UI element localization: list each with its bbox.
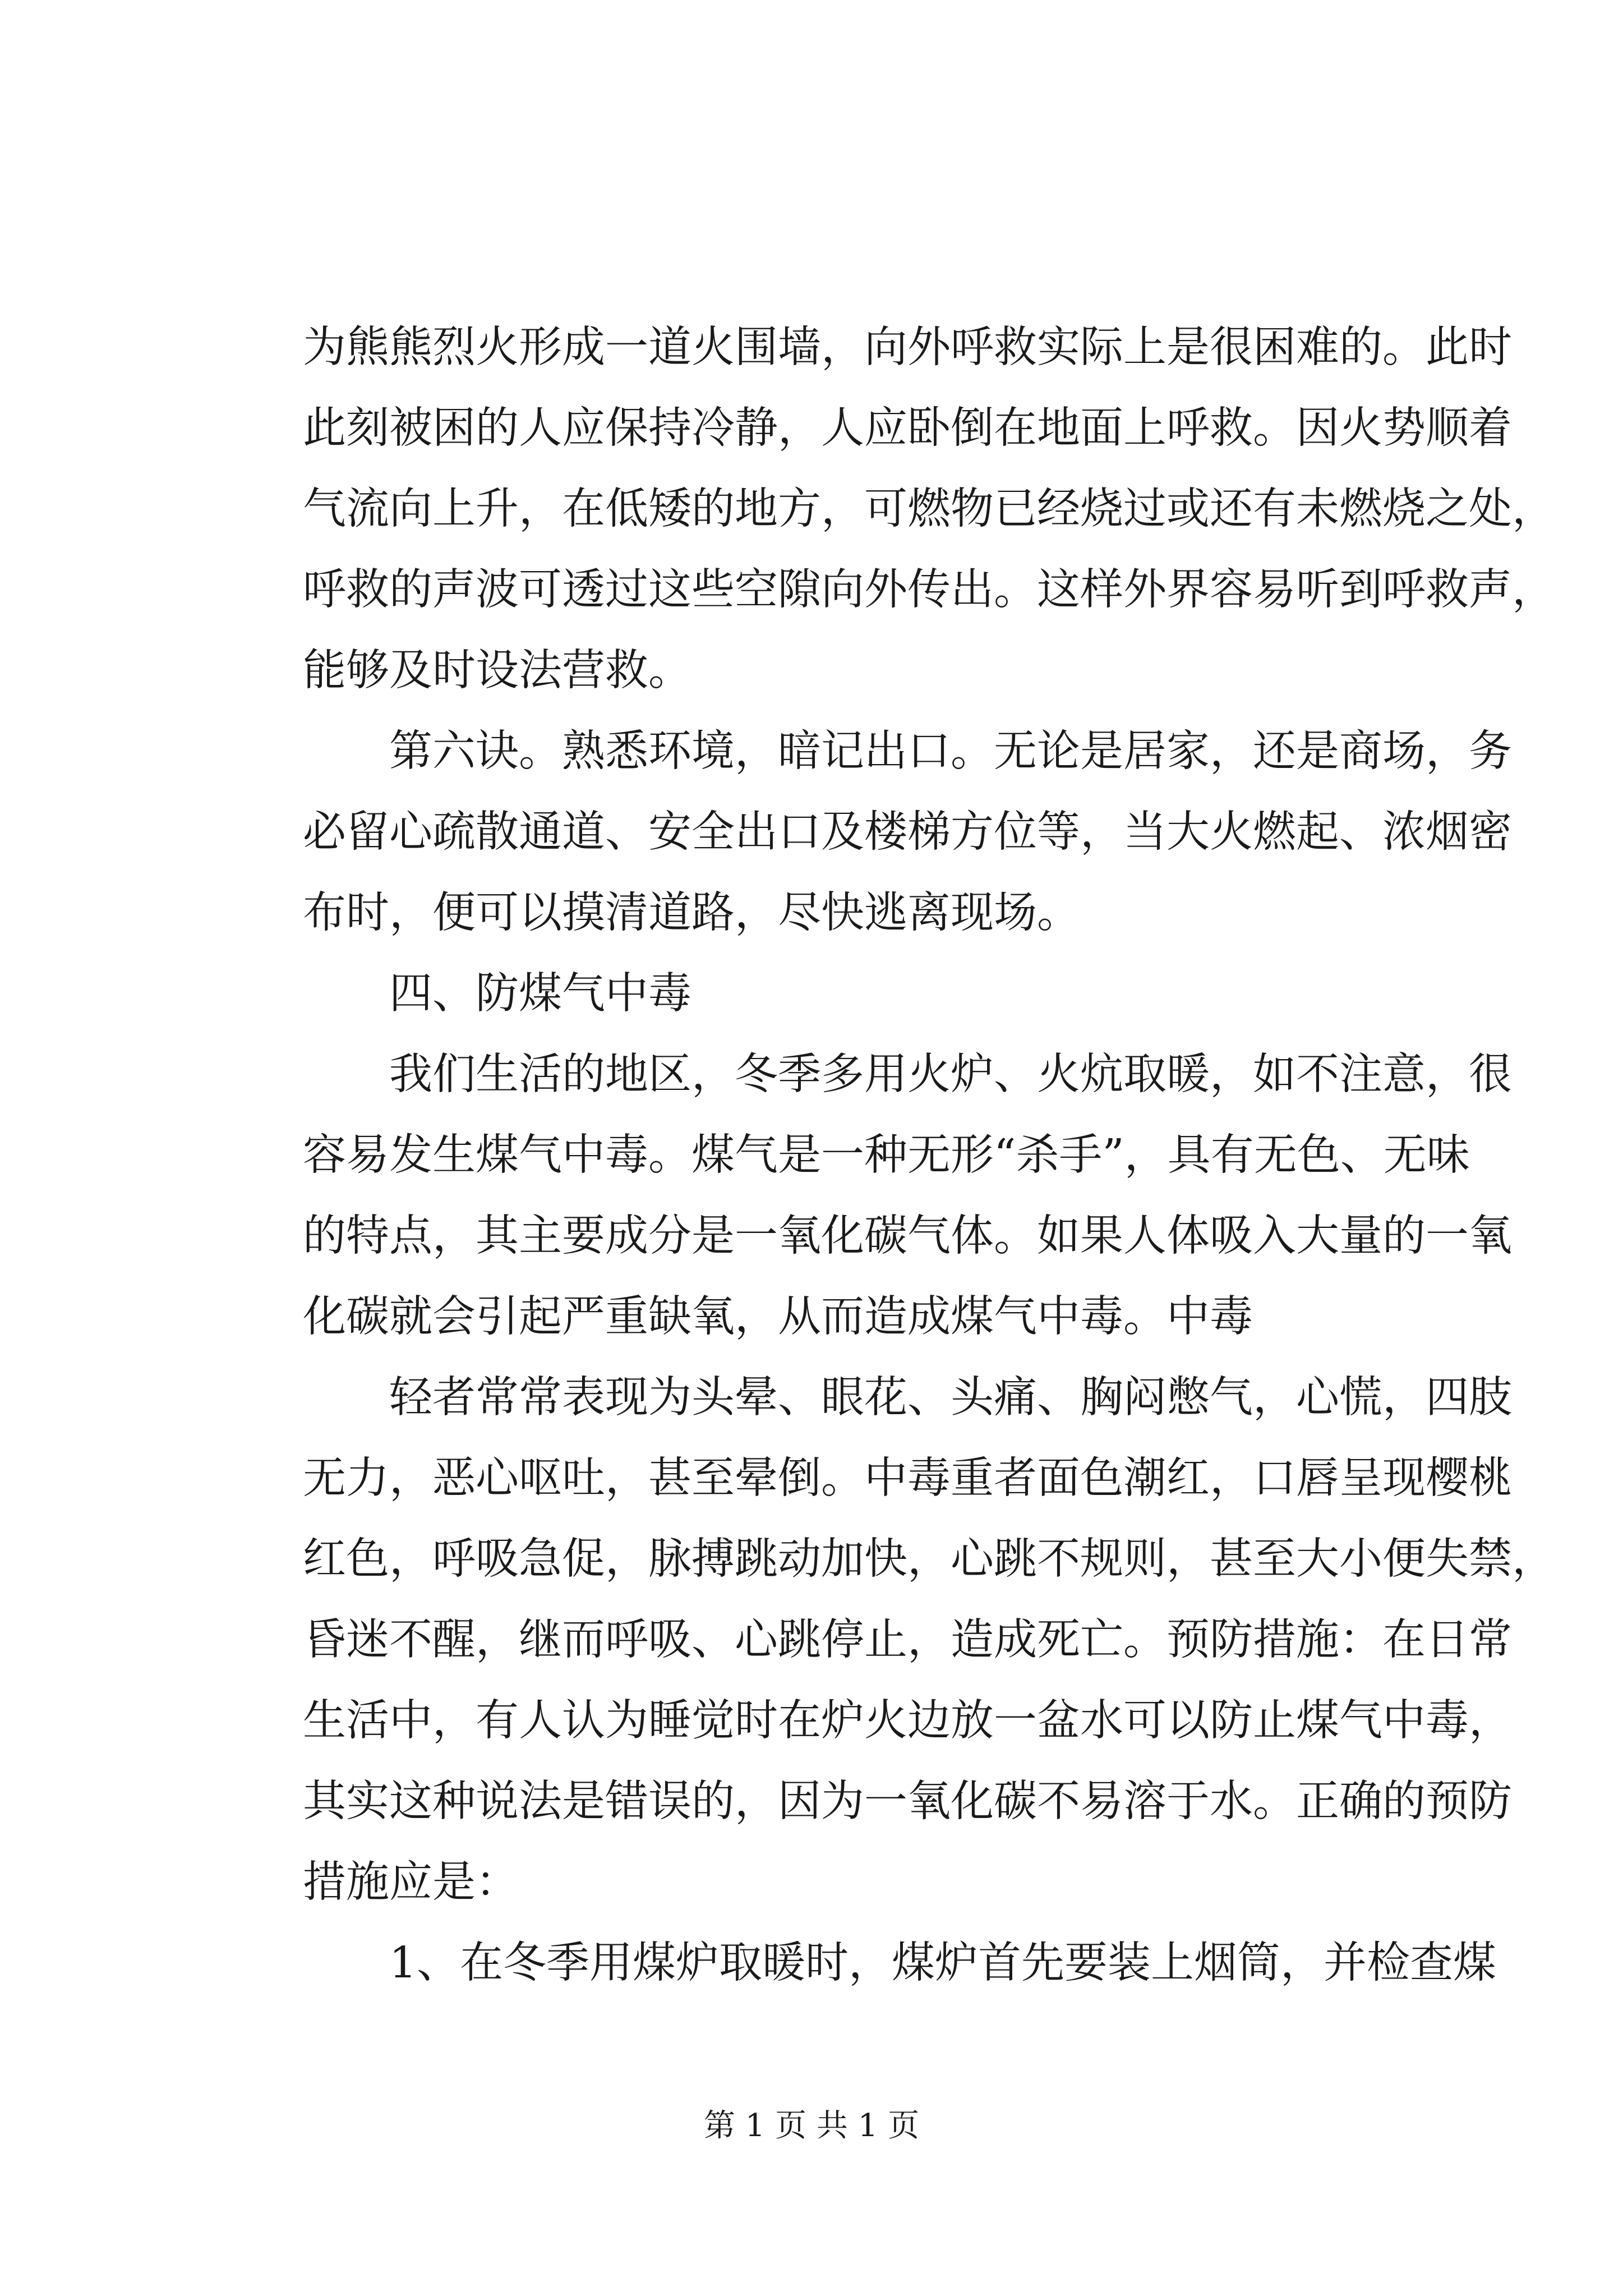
document-body bbox=[303, 307, 1555, 2004]
text-line: 措施应是： bbox=[303, 1857, 519, 1907]
text-line: 红色，呼吸急促，脉搏跳动加快，心跳不规则，甚至大小便失禁， bbox=[303, 1534, 1555, 1584]
text-line: 为熊熊烈火形成一道火围墙，向外呼救实际上是很困难的。此时 bbox=[303, 323, 1512, 372]
text-line: 其实这种说法是错误的，因为一氧化碳不易溶于水。正确的预防 bbox=[303, 1777, 1512, 1826]
page-number: 第 1 页 共 1 页 bbox=[703, 2108, 920, 2144]
text-line: 化碳就会引起严重缺氧，从而造成煤气中毒。中毒 bbox=[303, 1292, 1253, 1342]
text-line: 必留心疏散通道、安全出口及楼梯方位等，当大火燃起、浓烟密 bbox=[303, 807, 1512, 857]
text-line: 此刻被困的人应保持冷静，人应卧倒在地面上呼救。因火势顺着 bbox=[303, 403, 1512, 453]
list-item-line: 1、在冬季用煤炉取暖时，煤炉首先要装上烟筒，并检查煤 bbox=[389, 1938, 1496, 1988]
text-line: 布时，便可以摸清道路，尽快逃离现场。 bbox=[303, 888, 1080, 938]
section-heading: 四、防煤气中毒 bbox=[389, 969, 691, 1019]
text-line: 气流向上升，在低矮的地方，可燃物已经烧过或还有未燃烧之处， bbox=[303, 484, 1555, 534]
text-line: 的特点，其主要成分是一氧化碳气体。如果人体吸入大量的一氧 bbox=[303, 1211, 1512, 1261]
text-line: 生活中，有人认为睡觉时在炉火边放一盆水可以防止煤气中毒， bbox=[303, 1696, 1512, 1746]
page-footer bbox=[0, 2106, 1623, 2146]
text-line: 容易发生煤气中毒。煤气是一种无形“杀手”，具有无色、无味 bbox=[303, 1130, 1470, 1180]
text-line: 呼救的声波可透过这些空隙向外传出。这样外界容易听到呼救声， bbox=[303, 565, 1555, 615]
paragraph-start-line: 第六诀。熟悉环境，暗记出口。无论是居家，还是商场，务 bbox=[389, 726, 1512, 776]
text-line: 能够及时设法营救。 bbox=[303, 646, 691, 696]
text-line: 昏迷不醒，继而呼吸、心跳停止，造成死亡。预防措施：在日常 bbox=[303, 1615, 1512, 1665]
paragraph-start-line: 我们生活的地区，冬季多用火炉、火炕取暖，如不注意，很 bbox=[389, 1050, 1512, 1099]
text-line: 无力，恶心呕吐，甚至晕倒。中毒重者面色潮红，口唇呈现樱桃 bbox=[303, 1453, 1512, 1503]
paragraph-start-line: 轻者常常表现为头晕、眼花、头痛、胸闷憋气，心慌，四肢 bbox=[389, 1373, 1512, 1423]
